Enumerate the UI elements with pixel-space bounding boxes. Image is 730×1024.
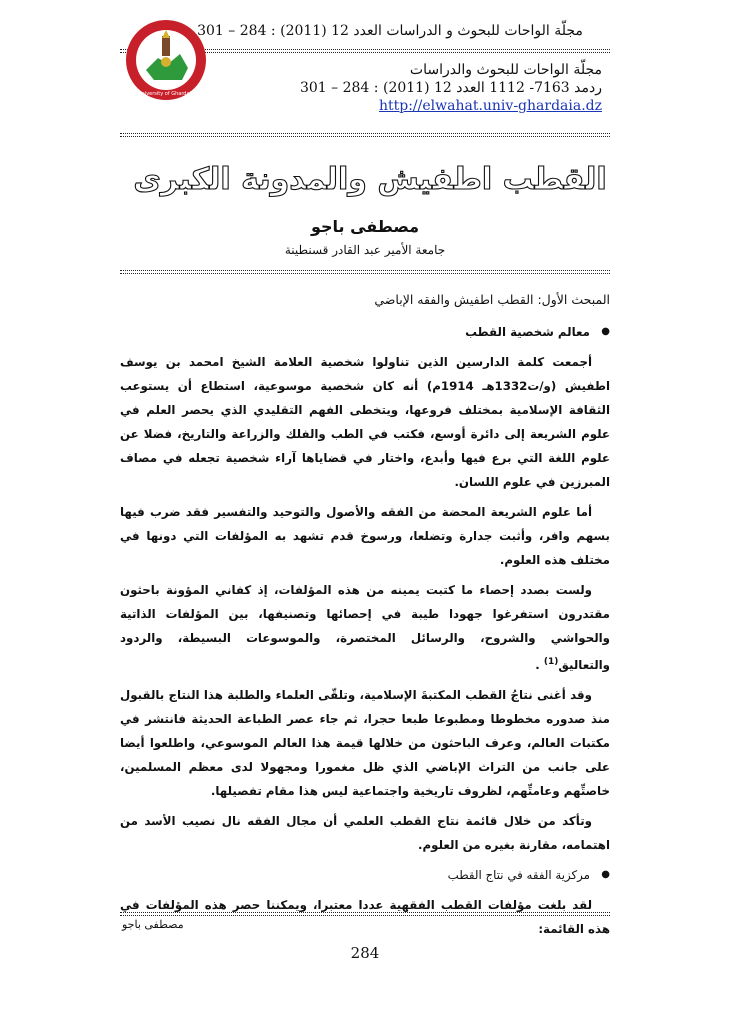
journal-url-link[interactable]: http://elwahat.univ-ghardaia.dz: [378, 98, 602, 114]
paragraph-3-text: ولست بصدد إحصاء ما كتبت يمينه من هذه المؤلفات، إذ كفاني المؤونة باحثون مقتدرون استفرغوا جهودا طيبة في إحصائها وتصنيفها، بين المؤلفات الذاتية والحواشي والشروح، والرسائل المختصرة، والموسوعات البسيطة، والردود والتعاليق: [120, 583, 610, 672]
journal-info: [272, 61, 602, 115]
issn-line: ردمد 7163- 1112 العدد 12 (2011) : 284 – 301: [299, 80, 602, 96]
footer-rule-2: [120, 915, 610, 916]
footnote-marker[interactable]: (1): [543, 657, 559, 667]
author-affiliation: جامعة الأمير عبد القادر قسنطينة: [284, 243, 446, 257]
section-rule: [120, 270, 610, 271]
running-head: مجلّة الواحات للبحوث و الدراسات العدد 12 (2011) : 284 – 301: [197, 23, 583, 39]
author-name: مصطفى باجو: [310, 217, 420, 236]
paragraph-5: وتأكد من خلال قائمة نتاج القطب العلمي أن مجال الفقه نال نصيب الأسد من اهتمامه، مقارنة بغيره من العلوم.: [120, 813, 610, 852]
section-heading: المبحث الأول: القطب اطفيش والفقه الإباضي: [374, 292, 610, 307]
paragraph-6: لقد بلغت مؤلفات القطب الفقهية عددا معتبرا، ويمكننا حصر هذه المؤلفات في هذه القائمة:: [120, 897, 610, 936]
university-logo: [124, 18, 208, 102]
article-title: [133, 155, 607, 203]
article-title-text: القطب اطفيش والمدونة الكبرى: [133, 162, 607, 197]
paragraph-4: وقد أغنى نتاجُ القطب المكتبةَ الإسلامية، وتلقّى العلماء والطلبة هذا النتاج بالقبول منذ صدوره مخطوطا ومطبوعا طبعا حجرا، ثم جاء عصر الطباعة الحديثة فانتشر في مكتبات العالم، وعرف الباحثون من خلالها قيمة هذا العالم الموسوعي، واطلعوا أيضا على جانب من التراث الإباضي الذي ظل مغمورا ومجهولا لدى معظم المسلمين، خاصتِّهم وعامتِّهم، لظروف تاريخية واجتماعية ليس هذا مقام تفصيلها.: [120, 687, 610, 798]
paragraph-3: ولست بصدد إحصاء ما كتبت يمينه من هذه المؤلفات، إذ كفاني المؤونة باحثون مقتدرون استفرغوا جهودا طيبة في إحصائها وتصنيفها، بين المؤلفات الذاتية والحواشي والشروح، والرسائل المختصرة، والموسوعات البسيطة، والردود والتعاليق$^{(1)}$ .: [120, 583, 610, 672]
paragraph-2: أما علوم الشريعة المحضة من الفقه والأصول والتوحيد والتفسير فقد ضرب فيها بسهم وافر، وأثبت جدارة وتضلعا، ورسوخ قدم تشهد به المؤلفات التي دونها في مختلف هذه العلوم.: [120, 505, 610, 567]
paragraph-1: أجمعت كلمة الدارسين الذين تناولوا شخصية العلامة الشيخ امحمد بن يوسف اطفيش (و/ت1332هـ 1914م) أنه كان شخصية موسوعية، استطاع أن يستوعب الثقافة الإسلامية بمختلف فروعها، ويتخطى الفهم التقليدي الذي يحصر العلم في علوم الشريعة إلى دائرة أوسع، فكتب في الطب والفلك والزراعة والتاريخ، فضلا عن علوم اللغة التي برع فيها وأبدع، واختار في قضاياها آراء شخصية تجعله في مصاف المبرزين في علوم اللسان.: [120, 355, 610, 489]
title-top-rule: [120, 133, 610, 134]
bullet-fiqh-centrality: ● مركزية الفقه في نتاج القطب: [120, 863, 610, 887]
journal-name: مجلّة الواحات للبحوث والدراسات: [409, 62, 602, 78]
article-body: [120, 288, 610, 947]
footer-rule: [120, 912, 610, 913]
footer-author: مصطفى باجو: [122, 918, 184, 931]
logo-caption: University of Ghardaia: [138, 91, 194, 97]
bullet-personality: ● معالم شخصية القطب: [120, 320, 610, 344]
page-number: 284: [350, 944, 380, 962]
